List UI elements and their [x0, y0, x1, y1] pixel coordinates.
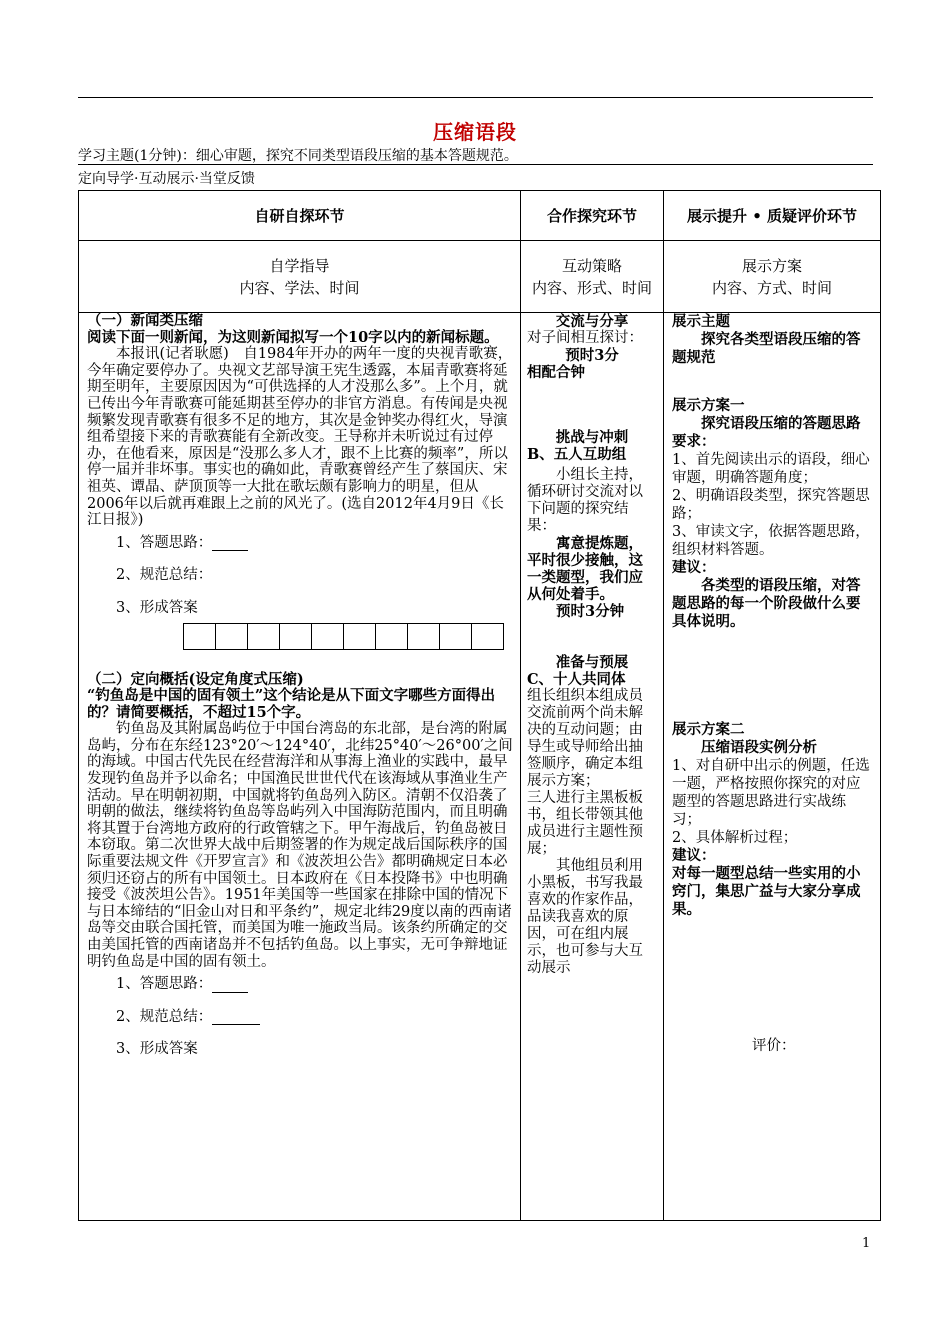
answer-cell[interactable]	[376, 623, 408, 649]
answer-cell[interactable]	[344, 623, 376, 649]
subheader-self-study	[79, 241, 521, 313]
presentation-content	[664, 313, 881, 1221]
q1-label: 1、答题思路：	[116, 534, 213, 551]
plan1-title: 探究语段压缩的答题思路	[701, 415, 861, 432]
prepare-heading: 准备与预展	[555, 654, 629, 671]
section2-task: “钓鱼岛是中国的固有领土”这个结论是从下面文字哪些方面得出的？请简要概括，不超过15个字。	[87, 687, 496, 721]
prepare-group: C、十人共同体	[527, 671, 626, 688]
q2-label: 2、规范总结：	[116, 567, 213, 584]
requirement-2: 2、明确语段类型，探究答题思路；	[672, 488, 870, 522]
share-heading: 交流与分享	[555, 313, 629, 330]
challenge-time: 预时3分钟	[556, 603, 625, 620]
diaoyu-passage: 钓鱼岛及其附属岛屿位于中国台湾岛的东北部，是台湾的附属岛屿，分布在东经123°20′～124°40′，北纬25°40′～26°00′之间的海域。中国古代先民在经营海洋和从事海上渔业的实践中，最早发现钓鱼岛并予以命名；中国渔民世世代代在该海域从事渔业生产活动。早在明朝初期，中国就将钓鱼岛列入防区。清朝不仅沿袭了明朝的做法，继续将钓鱼岛等岛屿列入中国海防范围内，而且明确将其置于台湾地方政府的行政管辖之下。甲午海战后，钓鱼岛被日本窃取。第二次世界大战中后期签署的作为规定战后国际秩序的国际重要法规文件《开罗宣言》和《波茨坦公告》都明确规定日本必须归还窃占的所有中国领土。日本政府在《日本投降书》中也明确接受《波茨坦公告》。1951年美国等一些国家在排除中国的情况下与日本缔结的“旧金山对日和平条约”，规定北纬29度以南的西南诸岛等交由联合国托管，而美国为唯一施政当局。该条约所确定的交由美国托管的西南诸岛并不包括钓鱼岛。以上事实，无可争辩地证明钓鱼岛是中国的固有领土。	[87, 721, 513, 970]
plan2-label: 展示方案二	[672, 721, 745, 738]
suggestion2-text: 对每一题型总结一些实用的小窍门，集思广益与大家分享成果。	[672, 865, 861, 918]
answer-grid	[183, 623, 504, 650]
answer-cell[interactable]	[216, 623, 248, 649]
header-cooperation: 合作探究环节	[521, 191, 664, 241]
answer-cell[interactable]	[184, 623, 216, 649]
challenge-group: B、五人互助组	[527, 446, 627, 463]
subheader-presentation	[664, 241, 881, 313]
requirement-3: 3、审读文字，依据答题思路，组织材料答题。	[672, 524, 870, 558]
step-2: 2、具体解析过程；	[672, 830, 798, 846]
cooperation-content	[521, 313, 664, 1221]
requirement-1: 1、首先阅读出示的语段，细心审题，明确答题角度；	[672, 452, 870, 486]
share-time: 预时3分	[565, 347, 619, 364]
answer-blank[interactable]	[212, 978, 248, 993]
question-line	[87, 976, 514, 993]
header-rule	[78, 97, 873, 98]
plan2-title: 压缩语段实例分析	[701, 739, 817, 756]
q1-label: 1、答题思路：	[116, 976, 213, 993]
share-note: 相配合钟	[527, 364, 585, 381]
challenge-text: 小组长主持，循环研讨交流对以下问题的探究结果：	[527, 467, 643, 534]
q2-line	[87, 1009, 514, 1026]
answer-blank[interactable]	[212, 536, 248, 551]
q3-label: 3、形成答案	[116, 599, 198, 616]
evaluation-label: 评价：	[752, 1038, 796, 1054]
plan1-label: 展示方案一	[672, 397, 745, 414]
page-title: 压缩语段	[433, 120, 517, 144]
challenge-heading: 挑战与冲刺	[555, 429, 629, 446]
lesson-table	[78, 190, 881, 1221]
guide-line: 定向导学·互动展示·当堂反馈	[78, 171, 255, 187]
q3-label: 3、形成答案	[116, 1041, 198, 1058]
subheader-line: 内容、方式、时间	[711, 278, 832, 297]
header-self-study: 自研自探环节	[79, 191, 521, 241]
subheader-line: 展示方案	[741, 256, 802, 275]
requirements-label: 要求：	[672, 433, 716, 450]
subheader-cooperation	[521, 241, 664, 313]
share-text: 对子间相互探讨：	[527, 330, 643, 346]
page-number: 1	[862, 1236, 871, 1251]
subheader-line: 内容、形式、时间	[531, 278, 652, 297]
challenge-question: 寓意提炼题，平时很少接触，这一类题型，我们应从何处着手。	[527, 535, 643, 603]
section1-heading: （一）新闻类压缩	[87, 312, 203, 329]
learning-topic: 学习主题(1分钟)：细心审题，探究不同类型语段压缩的基本答题规范。	[78, 148, 518, 164]
theme-text: 探究各类型语段压缩的答题规范	[672, 331, 861, 366]
subheader-line: 自学指导	[269, 256, 330, 275]
section2-heading: （二）定向概括(设定角度式压缩)	[87, 670, 304, 688]
header-presentation: 展示提升 • 质疑评价环节	[664, 191, 881, 241]
prepare-text-3: 其他组员利用小黑板，书写我最喜欢的作家作品，品读我喜欢的原因，可在组内展示，也可参与大互动展示	[527, 858, 643, 976]
step-1: 1、对自研中出示的例题，任选一题，严格按照你探究的对应题型的答题思路进行实战练习；	[672, 758, 870, 828]
prepare-text-1: 组长组织本组成员交流前两个尚未解决的互动问题；由导生或导师给出抽签顺序，确定本组展示方案；	[527, 688, 643, 789]
theme-label: 展示主题	[672, 313, 730, 330]
topic-rule	[78, 164, 873, 165]
answer-blank[interactable]	[212, 1010, 260, 1025]
answer-cell[interactable]	[472, 623, 504, 649]
q2-label: 2、规范总结：	[116, 1008, 213, 1025]
answer-cell[interactable]	[312, 623, 344, 649]
subheader-line: 内容、学法、时间	[239, 278, 360, 297]
self-study-content	[79, 313, 521, 1221]
subheader-line: 互动策略	[561, 256, 622, 275]
section1-task: 阅读下面一则新闻，为这则新闻拟写一个10字以内的新闻标题。	[87, 328, 499, 346]
answer-cell[interactable]	[280, 623, 312, 649]
question-line	[87, 535, 514, 552]
answer-cell[interactable]	[440, 623, 472, 649]
answer-cell[interactable]	[408, 623, 440, 649]
news-passage: 本报讯(记者耿愿) 自1984年开办的两年一度的央视青歌赛，今年确定要停办了。央视文艺部导演王宪生透露，本届青歌赛将延期至明年，主要原因因为“可供选择的人才没那么多”。上个月，就已传出今年青歌赛可能延期甚至停办的非官方消息。有传闻是央视频繁发现青歌赛有很多不足的地方，其次是金钟奖办得红火，导演组希望接下来的青歌赛能有全新改变。王导称并未听说过有过停办，在他看来，原因是“没那么多人才，跟不上比赛的频率”，所以停一届并非坏事。事实也的确如此，青歌赛曾经产生了蔡国庆、宋祖英、谭晶、萨顶顶等一大批在歌坛颇有影响力的明星，但从2006年以后就再难跟上之前的风光了。(选自2012年4月9日《长江日报》)	[87, 346, 513, 529]
suggestion2-label: 建议：	[672, 847, 716, 864]
prepare-text-2: 三人进行主黑板板书，组长带领其他成员进行主题性预展；	[527, 790, 643, 857]
suggestion-text: 各类型的语段压缩，对答题思路的每一个阶段做什么要具体说明。	[672, 577, 861, 630]
suggestion-label: 建议：	[672, 559, 716, 576]
answer-cell[interactable]	[248, 623, 280, 649]
